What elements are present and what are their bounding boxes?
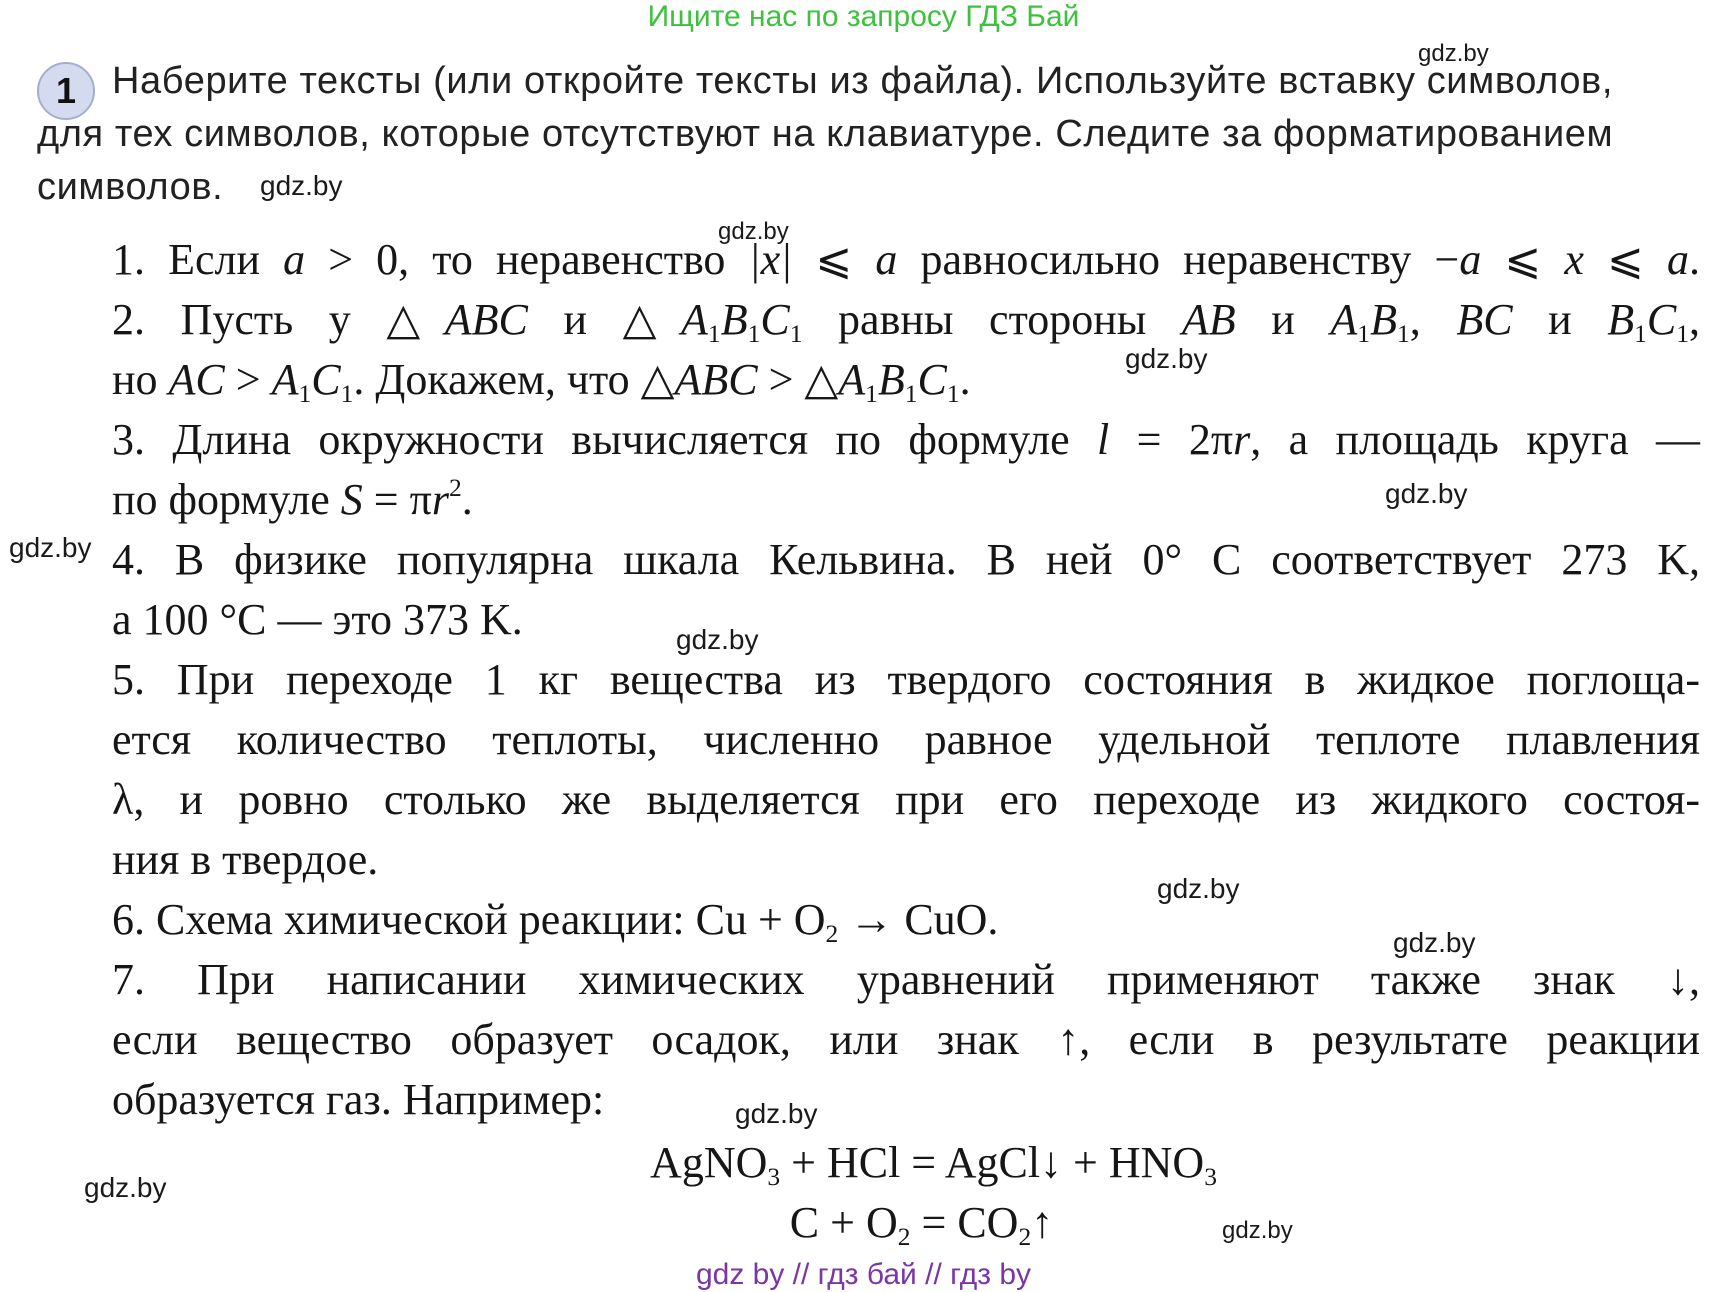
watermark: gdz.by bbox=[1385, 478, 1468, 509]
watermark: gdz.by bbox=[84, 1172, 167, 1203]
watermark: gdz.by bbox=[9, 532, 92, 563]
item-5-line-cont: ния в твердое. bbox=[112, 835, 379, 884]
footer-watermark: gdz by // гдз бай // гдз by bbox=[695, 1258, 1032, 1291]
item-5-line-cont: λ, и ровно столько же выделяется при его переходе из жидкого состоя- bbox=[112, 775, 1700, 824]
item-3-line-cont: по формуле $S = \pi r^2$. bbox=[112, 473, 473, 524]
task-number-badge: 1 bbox=[37, 62, 95, 120]
item-3-line: 3. Длина окружности вычисляется по формуле l = 2πr, а площадь круга — bbox=[112, 415, 1700, 464]
item-2-line: 2. Пусть у △ABC и $\triangle A_1B_1C_1$ равны стороны AB и $A_1B_1$, BC и $B_1C_1$, bbox=[112, 295, 1701, 349]
watermark: gdz.by bbox=[1157, 873, 1240, 904]
item-1-line: 1. Если a > 0, то неравенство |x| ⩽ a равносильно неравенству −a ⩽ x ⩽ a. bbox=[112, 235, 1700, 284]
chemical-equation: $C + O_2$ = $CO_2↑$ bbox=[789, 1198, 1054, 1252]
item-2-line-cont: но AC > $A_1C_1$. Докажем, что △ABC > $\triangle A_1B_1C_1$. bbox=[112, 355, 971, 409]
item-4-line: 4. В физике популярна шкала Кельвина. В ней 0° С соответствует 273 K, bbox=[112, 535, 1700, 584]
item-7-line: 7. При написании химических уравнений применяют также знак ↓, bbox=[112, 955, 1700, 1004]
watermark: gdz.by bbox=[1418, 40, 1489, 67]
task-intro-line: символов. bbox=[37, 166, 224, 208]
watermark: gdz.by bbox=[676, 624, 759, 655]
item-4-line-cont: а 100 °C — это 373 K. bbox=[112, 595, 523, 644]
watermark: gdz.by bbox=[1125, 343, 1208, 374]
watermark: gdz.by bbox=[260, 170, 343, 201]
item-5-line: 5. При переходе 1 кг вещества из твердого состояния в жидкое поглоща- bbox=[112, 655, 1700, 704]
watermark: gdz.by bbox=[1393, 927, 1476, 958]
item-7-line-cont: образуется газ. Например: bbox=[112, 1075, 605, 1124]
watermark: gdz.by bbox=[735, 1098, 818, 1129]
search-banner: Ищите нас по запросу ГДЗ Бай bbox=[647, 0, 1080, 33]
watermark: gdz.by bbox=[718, 218, 789, 245]
item-6-line: 6. Схема химической реакции: $Cu + O_2$ → CuO. bbox=[112, 895, 999, 949]
item-5-line-cont: ется количество теплоты, численно равное удельной теплоте плавления bbox=[112, 715, 1700, 764]
task-intro-line: Наберите тексты (или откройте тексты из файла). Используйте вставку символов, bbox=[112, 60, 1613, 102]
task-intro-line: для тех символов, которые отсутствуют на клавиатуре. Следите за форматированием bbox=[37, 113, 1614, 155]
chemical-equation: AgNO$_3$ + HCl = AgCl↓ + $HNO_3$ bbox=[650, 1138, 1217, 1192]
item-7-line-cont: если вещество образует осадок, или знак ↑, если в результате реакции bbox=[112, 1015, 1700, 1064]
watermark: gdz.by bbox=[1222, 1217, 1293, 1244]
